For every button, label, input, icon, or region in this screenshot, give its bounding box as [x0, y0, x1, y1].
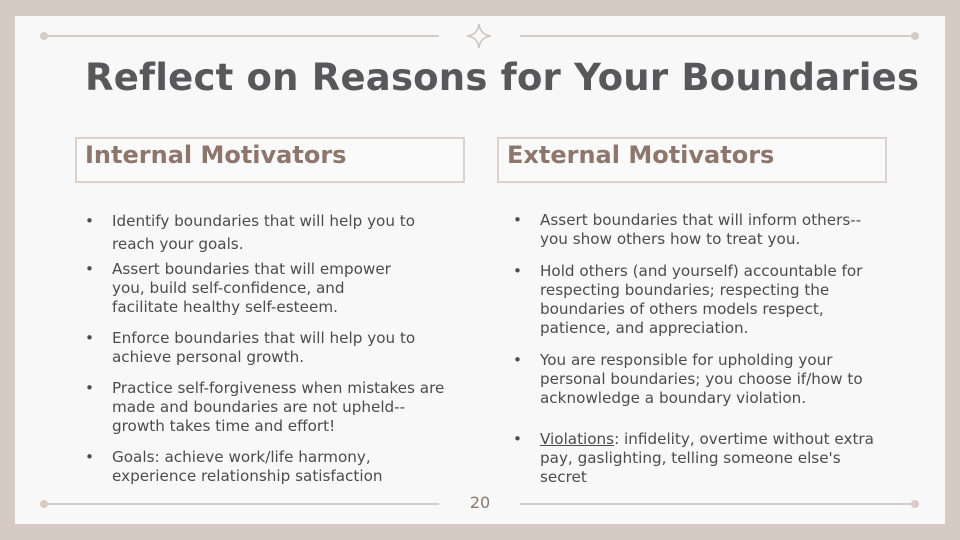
violations-underlined: Violations — [540, 430, 615, 448]
top-right-rule — [520, 35, 916, 37]
bottom-left-rule — [44, 503, 439, 505]
internal-heading: Internal Motivators — [85, 141, 347, 169]
violations-rest: : infidelity, overtime without extra pay, gaslighting, telling someone else's secret — [540, 430, 874, 486]
top-right-dot — [911, 32, 919, 40]
list-item — [513, 430, 880, 487]
list-item: • Enforce boundaries that will help you to achieve personal growth. — [85, 329, 432, 367]
bottom-right-rule — [520, 503, 916, 505]
list-item: • Hold others (and yourself) accountable for respecting boundaries; respecting the boundaries of others models respect, patience, and appreciation. — [513, 262, 880, 338]
list-item: • Assert boundaries that will empower you, build self-confidence, and facilitate healthy self-esteem. — [85, 260, 404, 317]
slide — [15, 16, 945, 524]
bottom-right-dot — [911, 500, 919, 508]
internal-heading-box — [75, 137, 465, 183]
external-heading-box — [497, 137, 887, 183]
list-item: • You are responsible for upholding your personal boundaries; you choose if/how to acknowledge a boundary violation. — [513, 351, 880, 408]
internal-motivators-list — [85, 210, 455, 486]
slide-title: Reflect on Reasons for Your Boundaries — [85, 56, 920, 99]
list-item: • Assert boundaries that will inform others--you show others how to treat you. — [513, 211, 875, 249]
external-motivators-list — [513, 211, 893, 487]
external-heading: External Motivators — [507, 141, 775, 169]
top-left-rule — [44, 35, 439, 37]
page-number: 20 — [469, 493, 491, 512]
list-item: • Practice self-forgiveness when mistakes are made and boundaries are not upheld--growth takes time and effort! — [85, 379, 457, 436]
list-item: • Goals: achieve work/life harmony, experience relationship satisfaction — [85, 448, 412, 486]
four-point-star-icon — [466, 23, 492, 49]
list-item: • Identify boundaries that will help you to reach your goals. — [85, 210, 432, 256]
